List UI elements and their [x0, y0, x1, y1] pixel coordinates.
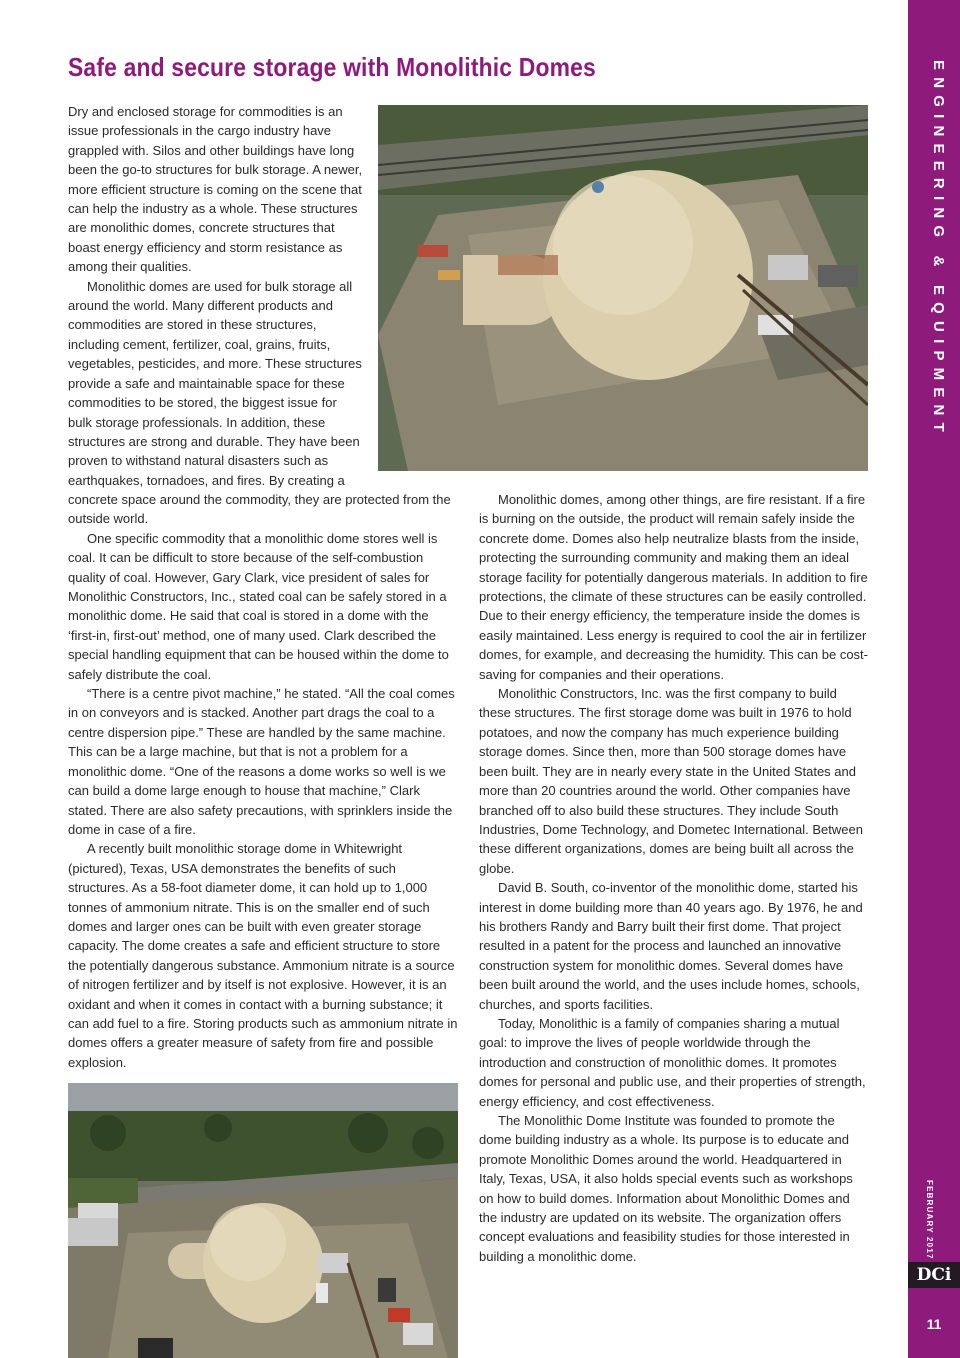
paragraph: One specific commodity that a monolithic dome stores well is coal. It can be difficult to store because of the self-combustion quality of coal. However, Gary Clark, vice president of sales for Monolithic Constructors, Inc., stated coal can be safely stored in a monolithic dome. He said that coal is stored in a dome with the ‘first-in, first-out’ method, one of many used. Clark described the special handling equipment that can be housed within the dome to safely distribute the coal.: [68, 530, 449, 682]
publication-logo: DCi: [908, 1262, 960, 1288]
paragraph: A recently built monolithic storage dome in Whitewright (pictured), Texas, USA demonstrates the benefits of such structures. As a 58-foot diameter dome, it can hold up to 1,000 tonnes of ammonium nitrate. This is on the smaller end of such domes and larger ones can be built with even greater storage capacity. The dome creates a safe and efficient structure to store the potentially dangerous substance. Ammonium nitrate is a source of nitrogen fertilizer and by itself is not explosive. However, it is an oxidant and when it comes in contact with a burning substance; it can add fuel to a fire. Storing products such as ammonium nitrate in domes offers a greater measure of safety from fire and possible explosion.: [68, 841, 458, 1070]
dome-aerial-photo-top: [378, 105, 868, 471]
article-title: Safe and secure storage with Monolithic Domes: [68, 52, 596, 82]
article-column-left-bottom: [68, 490, 458, 1072]
dome-aerial-photo-bottom: [68, 1083, 458, 1358]
section-label: ENGINEERING & EQUIPMENT: [930, 60, 947, 439]
dome-wide-aerial-illustration: [68, 1083, 458, 1358]
paragraph: Monolithic Constructors, Inc. was the first company to build these structures. The first storage dome was built in 1976 to hold potatoes, and now the company has much experience building storage domes. Since then, more than 500 storage domes have been built. They are in nearly every state in the United States and more than 20 countries around the world. Other companies have branched off to also build these structures. They include South Industries, Dome Technology, and Dometec International. Between these different organizations, domes are being built all across the globe.: [479, 686, 863, 876]
article-column-left-top: [68, 102, 364, 490]
paragraph: Monolithic domes are used for bulk storage all around the world. Many different products and commodities are stored in these structures, including cement, fertilizer, coal, grains, fruits, vegetables, pesticides, and more. These structures provide a safe and maintainable space for these commodities to be stored, the biggest issue for bulk storage professionals. In addition, these structures are strong and durable. They have been proven to withstand natural disasters such as earthquakes, tornadoes, and fires. By creating a: [68, 278, 362, 488]
paragraph: concrete space around the commodity, they are protected from the outside world.: [68, 492, 451, 527]
paragraph: Dry and enclosed storage for commodities is an issue professionals in the cargo industry have grappled with. Silos and other buildings have long been the go-to structures for bulk storage. A newer, more efficient structure is coming on the scene that can help the industry as a whole. These structures are monolithic domes, concrete structures that boast energy efficiency and storm resistance as among their qualities.: [68, 104, 363, 275]
dome-aerial-illustration: [378, 105, 868, 471]
issue-date: FEBRUARY 2017: [925, 1180, 934, 1260]
paragraph: The Monolithic Dome Institute was founded to promote the dome building industry as a whole. Its purpose is to educate and promote Monolithic Domes around the world. Headquartered in Italy, Texas, USA, it also holds special events such as workshops on how to build domes. Information about Monolithic Domes and the industry are updated on its website. The organization offers concept evaluations and feasibility studies for those interested in building a monolithic dome.: [479, 1113, 853, 1264]
page-number: 11: [926, 1316, 942, 1332]
paragraph: “There is a centre pivot machine,” he stated. “All the coal comes in on conveyors and is stacked. Another part drags the coal to a centre dispersion pipe.” These are handled by the same machine. This can be a large machine, but that is not a problem for a monolithic dome. “One of the reasons a dome works so well is we can build a dome large enough to house that machine,” Clark stated. There are also safety precautions, with sprinklers inside the dome in case of a fire.: [68, 686, 455, 837]
paragraph: Monolithic domes, among other things, are fire resistant. If a fire is burning on the outside, the product will remain safely inside the concrete dome. Domes also help neutralize blasts from the inside, protecting the surrounding community and making them an ideal storage facility for potentially dangerous materials. In addition to fire protections, the climate of these structures can be easily controlled. Due to their energy efficiency, the temperature inside the domes is easily maintained. Less energy is required to cool the air in fertilizer domes, for example, and decreasing the humidity. This can be cost-saving for companies and their operations.: [479, 492, 868, 682]
paragraph: Today, Monolithic is a family of companies sharing a mutual goal: to improve the lives of people worldwide through the introduction and construction of monolithic domes. It promotes domes for personal and public use, and their properties of strength, energy efficiency, and cost effectiveness.: [479, 1015, 866, 1109]
paragraph: David B. South, co-inventor of the monolithic dome, started his interest in dome building more than 40 years ago. By 1976, he and his brothers Randy and Barry built their first dome. That project resulted in a patent for the process and launched an innovative construction system for monolithic domes. Several domes have been built around the world, and the uses include homes, schools, churches, and sports facilities.: [479, 880, 863, 1012]
article-column-right: [479, 490, 869, 1266]
